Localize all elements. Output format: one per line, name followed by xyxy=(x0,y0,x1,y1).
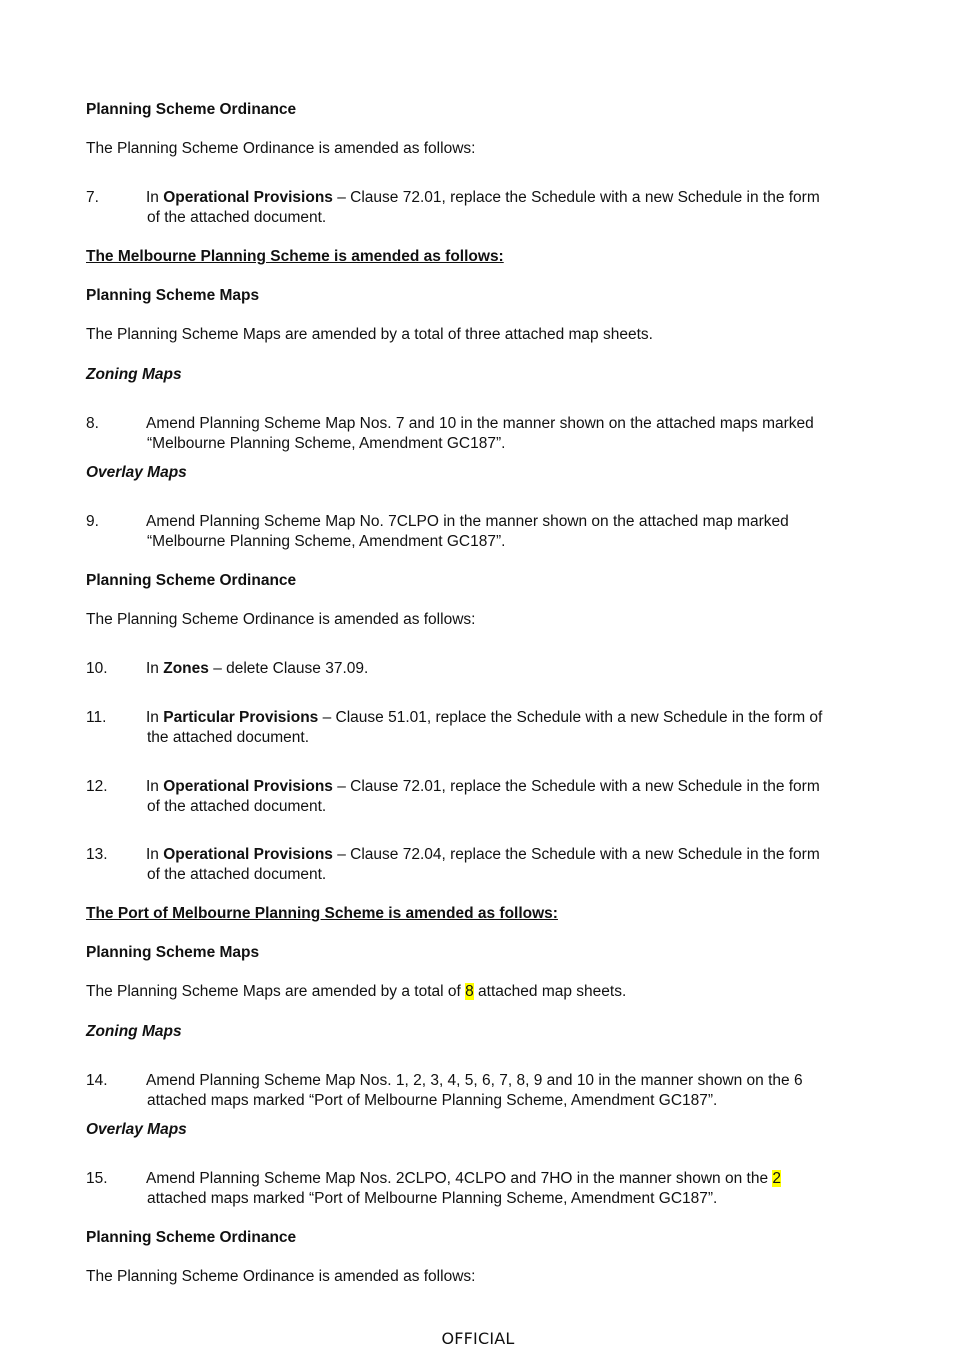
item-number: 13. xyxy=(86,846,108,863)
item-text: In Operational Provisions – Clause 72.01, replace the Schedule with a new Schedule in the form of the attached document. xyxy=(146,189,820,226)
item-text: Amend Planning Scheme Map Nos. 1, 2, 3, 4, 5, 6, 7, 8, 9 and 10 in the manner shown on the 6 attached maps marked “Port of Melbourne Planning Scheme, Amendment GC187”. xyxy=(146,1072,803,1109)
highlighted-count: 8 xyxy=(465,983,474,1000)
footer-classification-label: OFFICIAL xyxy=(441,1329,515,1348)
item-number: 12. xyxy=(86,778,108,795)
section-intro: The Planning Scheme Ordinance is amended as follows: xyxy=(86,140,476,157)
melbourne-maps-text: The Planning Scheme Maps are amended by a total of three attached map sheets. xyxy=(86,326,653,343)
item-text: Amend Planning Scheme Map Nos. 7 and 10 in the manner shown on the attached maps marked “Melbourne Planning Scheme, Amendment GC187”. xyxy=(146,415,814,452)
port-overlay-heading: Overlay Maps xyxy=(86,1121,187,1138)
item-number: 11. xyxy=(86,709,107,726)
item-text: In Particular Provisions – Clause 51.01, replace the Schedule with a new Schedule in the form of the attached document. xyxy=(146,709,823,746)
melbourne-zoning-heading: Zoning Maps xyxy=(86,366,182,383)
port-maps-text: The Planning Scheme Maps are amended by a total of 8 attached map sheets. xyxy=(86,983,627,1000)
melbourne-ordinance-intro: The Planning Scheme Ordinance is amended as follows: xyxy=(86,611,476,628)
item-text: Amend Planning Scheme Map Nos. 2CLPO, 4CLPO and 7HO in the manner shown on the 2 attached maps marked “Port of Melbourne Planning Scheme, Amendment GC187”. xyxy=(146,1170,781,1207)
melbourne-maps-heading: Planning Scheme Maps xyxy=(86,287,260,304)
item-number: 14. xyxy=(86,1072,108,1089)
item-text: Amend Planning Scheme Map No. 7CLPO in the manner shown on the attached map marked “Melbourne Planning Scheme, Amendment GC187”. xyxy=(146,513,789,550)
highlighted-count: 2 xyxy=(772,1170,781,1187)
port-zoning-heading: Zoning Maps xyxy=(86,1023,182,1040)
section-heading-ordinance: Planning Scheme Ordinance xyxy=(86,101,297,118)
port-ordinance-heading: Planning Scheme Ordinance xyxy=(86,1229,297,1246)
item-text: In Zones – delete Clause 37.09. xyxy=(146,660,369,677)
item-text: In Operational Provisions – Clause 72.01, replace the Schedule with a new Schedule in the form of the attached document. xyxy=(146,778,820,815)
port-scheme-title: The Port of Melbourne Planning Scheme is amended as follows: xyxy=(86,905,558,922)
port-ordinance-intro: The Planning Scheme Ordinance is amended as follows: xyxy=(86,1268,476,1285)
item-number: 10. xyxy=(86,660,108,677)
item-number: 9. xyxy=(86,513,99,530)
item-number: 8. xyxy=(86,415,99,432)
melbourne-scheme-title: The Melbourne Planning Scheme is amended as follows: xyxy=(86,248,504,265)
item-number: 15. xyxy=(86,1170,108,1187)
melbourne-ordinance-heading: Planning Scheme Ordinance xyxy=(86,572,297,589)
melbourne-overlay-heading: Overlay Maps xyxy=(86,464,187,481)
port-maps-heading: Planning Scheme Maps xyxy=(86,944,260,961)
item-number: 7. xyxy=(86,189,99,206)
item-text: In Operational Provisions – Clause 72.04, replace the Schedule with a new Schedule in the form of the attached document. xyxy=(146,846,820,883)
